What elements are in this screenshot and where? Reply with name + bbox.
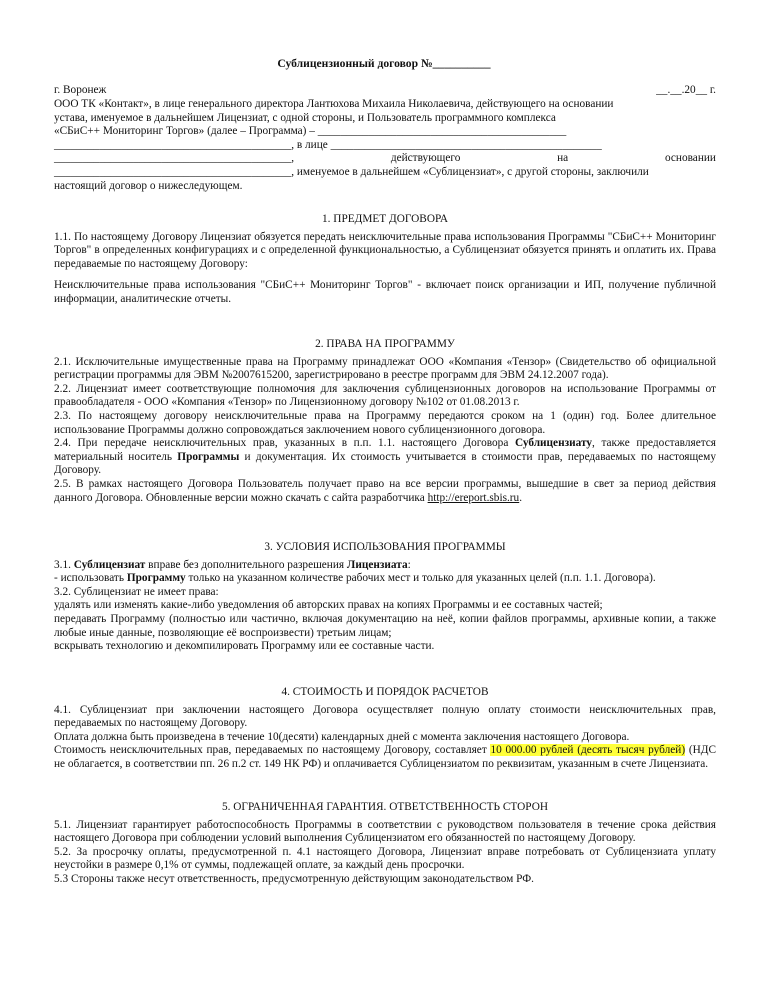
section-3 [54, 541, 716, 654]
header-line: настоящий договор о нижеследующем. [54, 179, 243, 192]
contract-date: __.__.20__ г. [656, 84, 716, 96]
section-4 [54, 686, 716, 772]
header-line: __________________________________________, в лице ________________________________________________ [54, 138, 602, 151]
header-parties [54, 98, 716, 193]
clause-2-2: 2.2. Лицензиат имеет соответствующие полномочия для заключения сублицензионных договоров на использование Программы от правообладателя - ООО «Компания «Тензор» по Лицензионному договору №102 от 01.08.2013 г. [54, 382, 716, 409]
clause-3-2-item: вскрывать технологию и декомпилировать Программу или ее составные части. [54, 640, 435, 653]
section-2 [54, 338, 716, 505]
clause-2-3: 2.3. По настоящему договору неисключительные права на Программу передаются сроком на 1 (один) год. Более длительное использование Программы должно сопровождаться заключением нового сублицензионного договора. [54, 409, 716, 436]
section-1 [54, 213, 716, 307]
clause-5-3: 5.3 Стороны также несут ответственность, предусмотренную действующим законодательством РФ. [54, 872, 534, 885]
header-line: устава, именуемое в дальнейшем Лицензиат, с одной стороны, и Пользователь программного комплекса [54, 111, 556, 124]
clause-4-price: Стоимость неисключительных прав, передаваемых по настоящему Договору, составляет 10 000.00 рублей (десять тысяч рублей) (НДС не облагается, в соответствии пп. 26 п.2 ст. 149 НК РФ) и оплачивается Сублицензиатом по реквизитам, указанным в счете Лицензиата. [54, 744, 716, 770]
clause-4-payment-term: Оплата должна быть произведена в течение 10(десяти) календарных дней с момента заключения настоящего Договора. [54, 730, 630, 743]
header-line: ООО ТК «Контакт», в лице генерального директора Лантюхова Михаила Николаевича, действующего на основании [54, 98, 614, 110]
header-line: «СБиС++ Мониторинг Торгов» (далее – Программа) – ____________________________________________ [54, 125, 567, 138]
section-heading: 3. УСЛОВИЯ ИСПОЛЬЗОВАНИЯ ПРОГРАММЫ [264, 541, 506, 553]
header-line: __________________________________________, [54, 152, 295, 165]
clause-5-2: 5.2. За просрочку оплаты, предусмотренной п. 4.1 настоящего Договора, Лицензиат вправе потребовать от Сублицензиата уплату неустойки в размере 0,1% от суммы, подлежащей оплате, за каждый день просрочки. [54, 845, 716, 872]
clause-3-2: 3.2. Сублицензиат не имеет права: [54, 585, 219, 598]
header-word: основании [664, 152, 716, 165]
header-line: __________________________________________, именуемое в дальнейшем «Сублицензиат», с другой стороны, заключили [54, 165, 649, 178]
clause-2-4: 2.4. При передаче неисключительных прав, указанных в п.п. 1.1. настоящего Договора Сублицензиату, также предоставляется материальный носитель Программы и документация. Их стоимость учитывается в стоимости прав, передаваемых по настоящему Договору. [54, 437, 716, 477]
clause-1-1: 1.1. По настоящему Договору Лицензиат обязуется передать неисключительные права использования Программы "СБиС++ Мониторинг Торгов" в определенных конфигурациях и с определенной функциональностью, а Сублицензиат обязуется принять и оплатить их. Права передаваемые по настоящему Договору: [54, 230, 716, 270]
header-word: на [557, 152, 569, 165]
clause-3-1: 3.1. Сублицензиат вправе без дополнительного разрешения Лицензиата: [54, 558, 411, 571]
clause-3-1-item: - использовать Программу только на указанном количестве рабочих мест и только для указанных целей (п.п. 1.1. Договора). [54, 572, 656, 585]
section-heading: 4. СТОИМОСТЬ И ПОРЯДОК РАСЧЕТОВ [281, 686, 489, 698]
contract-header [54, 84, 716, 98]
section-heading: 2. ПРАВА НА ПРОГРАММУ [315, 338, 455, 350]
clause-2-5: 2.5. В рамках настоящего Договора Пользователь получает право на все версии программы, вышедшие в свет за период действия данного Договора. Обновленные версии можно скачать с сайта разработчика http://ereport.sbis.ru. [54, 477, 716, 504]
clause-5-1: 5.1. Лицензиат гарантирует работоспособность Программы в соответствии с руководством пользователя в течение срока действия настоящего Договора при соблюдении условий выполнения Сублицензиатом его обязанностей по настоящему Договору. [54, 818, 716, 845]
section-5 [54, 801, 716, 887]
contract-title: Сублицензионный договор №__________ [277, 57, 491, 70]
clause-3-2-item: удалять или изменять какие-либо уведомления об авторских правах на копиях Программы и ее составных частей; [54, 599, 603, 612]
city: г. Воронеж [54, 84, 107, 96]
clause-2-1: 2.1. Исключительные имущественные права на Программу принадлежат ООО «Компания «Тензор» (Свидетельство об официальной регистрации программы для ЭВМ №2007615200, зарегистрировано в реестре программ для ЭВМ 24.12.2007 года). [54, 355, 716, 382]
clause-4-1: 4.1. Сублицензиат при заключении настоящего Договора осуществляет полную оплату стоимости неисключительных прав, передаваемых по настоящему Договору. [54, 703, 716, 730]
highlighted-price: 10 000.00 рублей (десять тысяч рублей) [490, 744, 686, 757]
developer-link[interactable]: http://ereport.sbis.ru [427, 491, 520, 504]
clause-3-2-item: передавать Программу (полностью или частично, включая документацию на неё, копии файлов программы, архивные копии, а также любые иные данные, позволяющие её воспроизвести) третьим лицам; [54, 612, 716, 639]
section-heading: 1. ПРЕДМЕТ ДОГОВОРА [322, 213, 448, 225]
header-word: действующего [390, 152, 461, 165]
section-heading: 5. ОГРАНИЧЕННАЯ ГАРАНТИЯ. ОТВЕТСТВЕННОСТЬ СТОРОН [221, 801, 549, 813]
clause-1-rights: Неисключительные права использования "СБиС++ Мониторинг Торгов" - включает поиск организации и ИП, получение публичной информации, аналитические отчеты. [54, 279, 716, 305]
